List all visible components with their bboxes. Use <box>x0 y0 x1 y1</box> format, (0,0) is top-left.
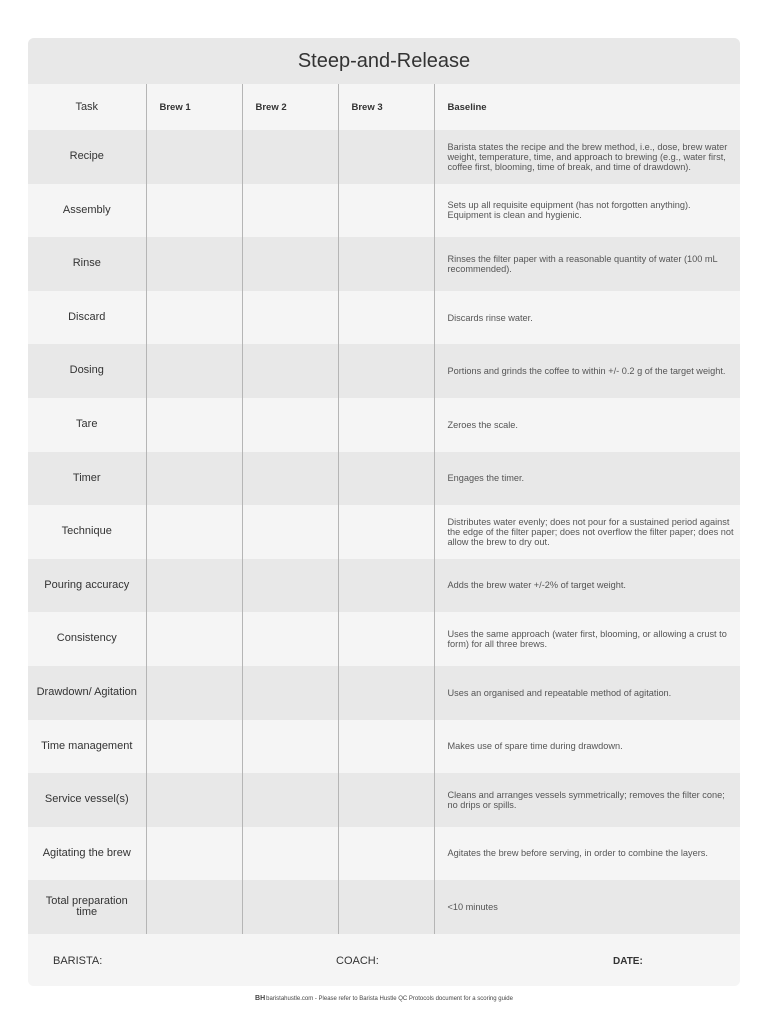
brew1-score-cell[interactable] <box>146 130 242 184</box>
page-footer-text: baristahustle.com - Please refer to Barista Hustle QC Protocols document for a scoring guide <box>266 996 513 1002</box>
task-label: Assembly <box>28 184 146 238</box>
brew1-score-cell[interactable] <box>146 773 242 827</box>
brew1-score-cell[interactable] <box>146 344 242 398</box>
brew1-score-cell[interactable] <box>146 827 242 881</box>
task-label: Agitating the brew <box>28 827 146 881</box>
scoresheet-card <box>28 38 740 986</box>
brew3-score-cell[interactable] <box>338 184 434 238</box>
table-row <box>28 237 740 291</box>
brew2-score-cell[interactable] <box>242 130 338 184</box>
table-row <box>28 773 740 827</box>
brew1-score-cell[interactable] <box>146 505 242 559</box>
task-label: Drawdown/ Agitation <box>28 666 146 720</box>
brew1-score-cell[interactable] <box>146 880 242 934</box>
brew2-score-cell[interactable] <box>242 666 338 720</box>
task-label: Timer <box>28 452 146 506</box>
baseline-text: Portions and grinds the coffee to within +/- 0.2 g of the target weight. <box>434 344 740 398</box>
coach-label: COACH: <box>336 955 379 967</box>
header-brew3: Brew 3 <box>338 84 434 130</box>
brew3-score-cell[interactable] <box>338 720 434 774</box>
brew1-score-cell[interactable] <box>146 666 242 720</box>
date-label: DATE: <box>613 955 643 967</box>
brew2-score-cell[interactable] <box>242 505 338 559</box>
header-task: Task <box>28 84 146 130</box>
task-label: Time management <box>28 720 146 774</box>
scoring-table <box>28 84 740 934</box>
brew3-score-cell[interactable] <box>338 827 434 881</box>
task-label: Discard <box>28 291 146 345</box>
brew2-score-cell[interactable] <box>242 452 338 506</box>
baseline-text: Distributes water evenly; does not pour for a sustained period against the edge of the filter paper; does not overflow the filter paper; does not allow the brew to dry out. <box>434 505 740 559</box>
table-row <box>28 130 740 184</box>
brew2-score-cell[interactable] <box>242 827 338 881</box>
table-row <box>28 291 740 345</box>
task-label: Dosing <box>28 344 146 398</box>
task-label: Technique <box>28 505 146 559</box>
baseline-text: <10 minutes <box>434 880 740 934</box>
task-label: Rinse <box>28 237 146 291</box>
brew1-score-cell[interactable] <box>146 612 242 666</box>
task-label: Pouring accuracy <box>28 559 146 613</box>
task-label: Service vessel(s) <box>28 773 146 827</box>
baseline-text: Cleans and arranges vessels symmetrically; removes the filter cone; no drips or spills. <box>434 773 740 827</box>
brew1-score-cell[interactable] <box>146 291 242 345</box>
brand-logo-icon: BH <box>255 995 266 1002</box>
table-row <box>28 880 740 934</box>
brew2-score-cell[interactable] <box>242 880 338 934</box>
brew1-score-cell[interactable] <box>146 237 242 291</box>
baseline-text: Zeroes the scale. <box>434 398 740 452</box>
brew3-score-cell[interactable] <box>338 773 434 827</box>
brew2-score-cell[interactable] <box>242 291 338 345</box>
brew2-score-cell[interactable] <box>242 559 338 613</box>
brew3-score-cell[interactable] <box>338 291 434 345</box>
brew3-score-cell[interactable] <box>338 452 434 506</box>
task-label: Recipe <box>28 130 146 184</box>
table-row <box>28 612 740 666</box>
header-brew2: Brew 2 <box>242 84 338 130</box>
brew1-score-cell[interactable] <box>146 184 242 238</box>
brew1-score-cell[interactable] <box>146 452 242 506</box>
table-row <box>28 505 740 559</box>
brew2-score-cell[interactable] <box>242 184 338 238</box>
table-row <box>28 827 740 881</box>
brew3-score-cell[interactable] <box>338 344 434 398</box>
table-row <box>28 398 740 452</box>
baseline-text: Adds the brew water +/-2% of target weight. <box>434 559 740 613</box>
brew2-score-cell[interactable] <box>242 612 338 666</box>
brew2-score-cell[interactable] <box>242 237 338 291</box>
brew3-score-cell[interactable] <box>338 237 434 291</box>
brew1-score-cell[interactable] <box>146 398 242 452</box>
sheet-title: Steep-and-Release <box>28 38 740 84</box>
table-row <box>28 184 740 238</box>
barista-label: BARISTA: <box>53 955 103 967</box>
brew3-score-cell[interactable] <box>338 612 434 666</box>
baseline-text: Engages the timer. <box>434 452 740 506</box>
baseline-text: Uses the same approach (water first, blooming, or allowing a crust to form) for all three brews. <box>434 612 740 666</box>
baseline-text: Agitates the brew before serving, in order to combine the layers. <box>434 827 740 881</box>
task-label: Consistency <box>28 612 146 666</box>
page-footer <box>0 995 768 1002</box>
brew2-score-cell[interactable] <box>242 398 338 452</box>
baseline-text: Uses an organised and repeatable method of agitation. <box>434 666 740 720</box>
brew1-score-cell[interactable] <box>146 559 242 613</box>
table-row <box>28 720 740 774</box>
brew3-score-cell[interactable] <box>338 880 434 934</box>
baseline-text: Rinses the filter paper with a reasonable quantity of water (100 mL recommended). <box>434 237 740 291</box>
header-baseline: Baseline <box>434 84 740 130</box>
brew1-score-cell[interactable] <box>146 720 242 774</box>
baseline-text: Barista states the recipe and the brew method, i.e., dose, brew water weight, temperature, time, and approach to brewing (e.g., water first, coffee first, blooming, time of break, and time of drawdown). <box>434 130 740 184</box>
baseline-text: Sets up all requisite equipment (has not forgotten anything). Equipment is clean and hygienic. <box>434 184 740 238</box>
brew3-score-cell[interactable] <box>338 505 434 559</box>
signature-row <box>28 936 740 986</box>
table-row <box>28 666 740 720</box>
table-row <box>28 559 740 613</box>
task-label: Tare <box>28 398 146 452</box>
baseline-text: Makes use of spare time during drawdown. <box>434 720 740 774</box>
brew3-score-cell[interactable] <box>338 398 434 452</box>
brew2-score-cell[interactable] <box>242 344 338 398</box>
brew2-score-cell[interactable] <box>242 720 338 774</box>
header-brew1: Brew 1 <box>146 84 242 130</box>
brew3-score-cell[interactable] <box>338 130 434 184</box>
task-label: Total preparation time <box>28 880 146 934</box>
baseline-text: Discards rinse water. <box>434 291 740 345</box>
table-row <box>28 452 740 506</box>
brew2-score-cell[interactable] <box>242 773 338 827</box>
table-row <box>28 344 740 398</box>
brew3-score-cell[interactable] <box>338 559 434 613</box>
brew3-score-cell[interactable] <box>338 666 434 720</box>
